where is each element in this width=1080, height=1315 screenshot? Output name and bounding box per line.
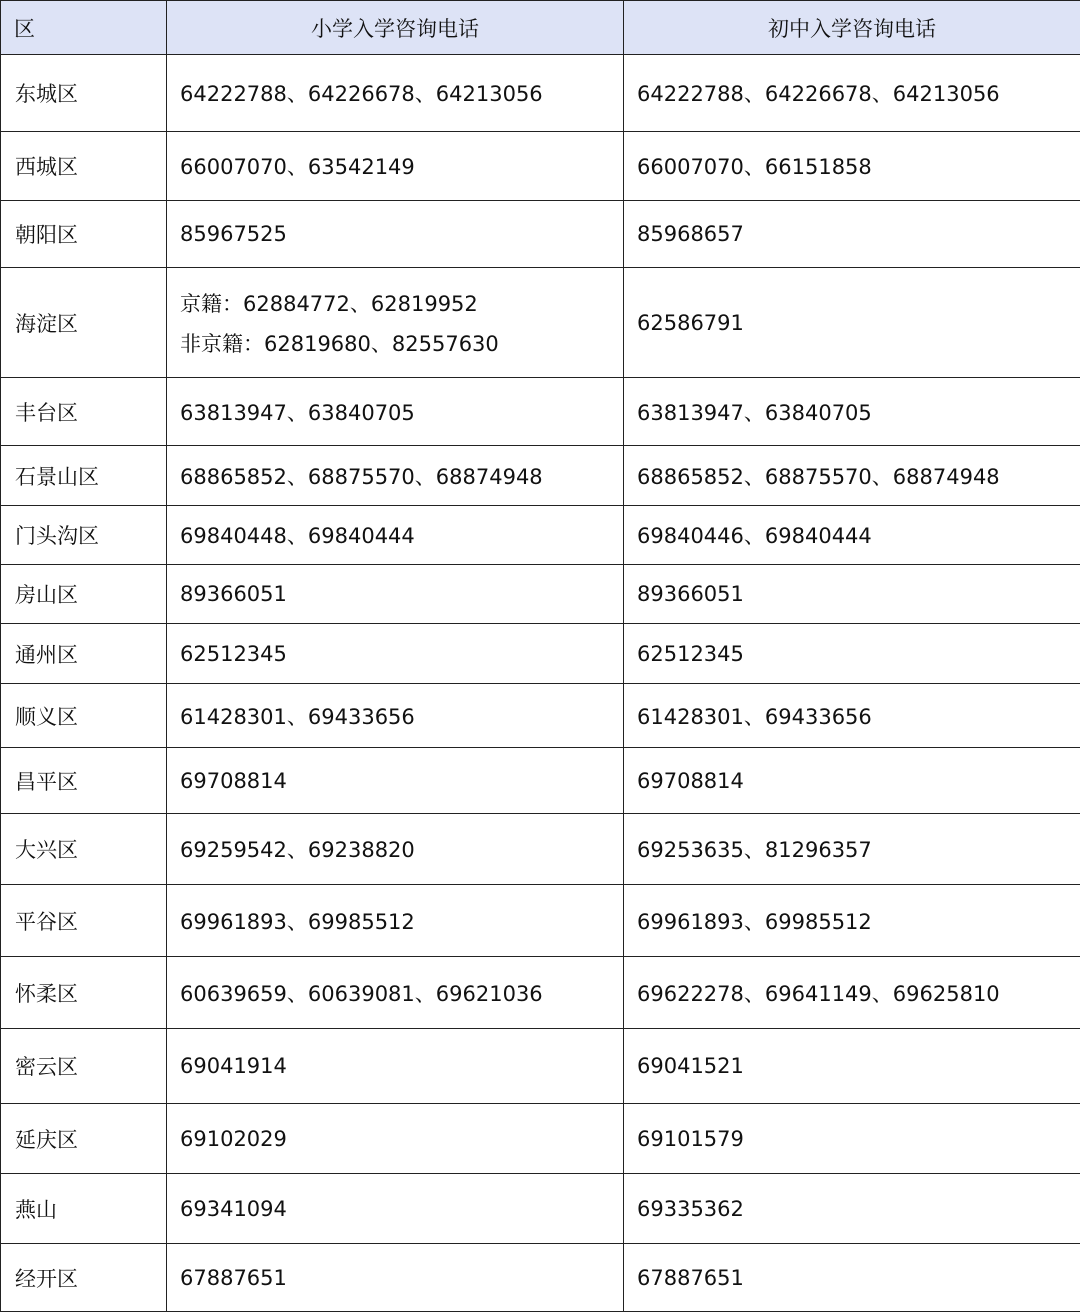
phone-line: 69840448、69840444 <box>180 524 415 548</box>
district-cell: 密云区 <box>1 1029 167 1104</box>
phone-line: 69102029 <box>180 1126 287 1151</box>
table-row <box>1 446 1080 506</box>
middle-phone-cell <box>624 268 1080 378</box>
phone-line: 63813947、63840705 <box>637 400 872 425</box>
middle-phone-cell <box>624 814 1080 885</box>
table-row <box>1 1244 1080 1312</box>
phone-line: 69041521 <box>637 1054 744 1078</box>
table-row <box>1 624 1080 684</box>
phone-line: 62512345 <box>637 641 744 666</box>
primary-phone-cell <box>167 446 624 506</box>
primary-phone-cell <box>167 1244 624 1312</box>
district-cell: 东城区 <box>1 55 167 132</box>
table-row <box>1 378 1080 446</box>
table-row <box>1 885 1080 957</box>
district-cell: 怀柔区 <box>1 957 167 1029</box>
table-row <box>1 957 1080 1029</box>
primary-phone-cell <box>167 201 624 268</box>
phone-line: 85967525 <box>180 222 287 246</box>
district-cell: 海淀区 <box>1 268 167 378</box>
table-row <box>1 1029 1080 1104</box>
header-district: 区 <box>1 1 167 55</box>
phone-line: 61428301、69433656 <box>637 704 872 729</box>
primary-phone-cell <box>167 55 624 132</box>
primary-phone-cell <box>167 624 624 684</box>
middle-phone-cell <box>624 1244 1080 1312</box>
table-row <box>1 684 1080 748</box>
phone-line: 62512345 <box>180 641 287 666</box>
phone-line: 61428301、69433656 <box>180 704 415 729</box>
district-cell: 门头沟区 <box>1 506 167 565</box>
district-cell: 丰台区 <box>1 378 167 446</box>
district-cell: 延庆区 <box>1 1104 167 1174</box>
phone-line: 69259542、69238820 <box>180 838 415 862</box>
phone-line: 69961893、69985512 <box>180 909 415 934</box>
table-row <box>1 55 1080 132</box>
primary-phone-cell <box>167 378 624 446</box>
phone-line: 89366051 <box>637 582 744 606</box>
phone-line: 69840446、69840444 <box>637 524 872 548</box>
district-cell: 平谷区 <box>1 885 167 957</box>
phone-line: 89366051 <box>180 582 287 606</box>
middle-phone-cell <box>624 1174 1080 1244</box>
primary-phone-cell <box>167 748 624 814</box>
phone-line: 66007070、66151858 <box>637 155 872 179</box>
district-cell: 石景山区 <box>1 446 167 506</box>
district-cell: 昌平区 <box>1 748 167 814</box>
primary-phone-cell <box>167 885 624 957</box>
phone-line: 69335362 <box>637 1196 744 1221</box>
phone-line: 67887651 <box>637 1265 744 1290</box>
district-cell: 房山区 <box>1 565 167 624</box>
table-row <box>1 565 1080 624</box>
district-cell: 顺义区 <box>1 684 167 748</box>
middle-phone-cell <box>624 684 1080 748</box>
primary-phone-cell <box>167 132 624 201</box>
middle-phone-cell <box>624 1104 1080 1174</box>
phone-line: 69961893、69985512 <box>637 909 872 934</box>
phone-line: 64222788、64226678、64213056 <box>637 82 1000 106</box>
table-row <box>1 506 1080 565</box>
district-cell: 朝阳区 <box>1 201 167 268</box>
district-cell: 西城区 <box>1 132 167 201</box>
table-row <box>1 1104 1080 1174</box>
table-row <box>1 201 1080 268</box>
phone-line: 69253635、81296357 <box>637 838 872 862</box>
primary-phone-cell <box>167 565 624 624</box>
phone-line: 京籍：62884772、62819952 <box>180 291 478 316</box>
header-row <box>1 1 1080 55</box>
district-cell: 经开区 <box>1 1244 167 1312</box>
phone-line: 67887651 <box>180 1265 287 1290</box>
phone-line: 69622278、69641149、69625810 <box>637 981 1000 1006</box>
phone-line: 66007070、63542149 <box>180 155 415 179</box>
table-row <box>1 268 1080 378</box>
table-body <box>1 55 1080 1312</box>
middle-phone-cell <box>624 748 1080 814</box>
phone-line: 60639659、60639081、69621036 <box>180 981 543 1006</box>
header-middle-phone: 初中入学咨询电话 <box>624 1 1080 55</box>
header-primary-phone: 小学入学咨询电话 <box>167 1 624 55</box>
phone-line: 85968657 <box>637 222 744 246</box>
middle-phone-cell <box>624 885 1080 957</box>
phone-line: 69041914 <box>180 1054 287 1078</box>
primary-phone-cell <box>167 957 624 1029</box>
middle-phone-cell <box>624 624 1080 684</box>
primary-phone-cell <box>167 506 624 565</box>
middle-phone-cell <box>624 55 1080 132</box>
middle-phone-cell <box>624 506 1080 565</box>
district-cell: 通州区 <box>1 624 167 684</box>
district-cell: 大兴区 <box>1 814 167 885</box>
phone-line: 非京籍：62819680、82557630 <box>180 331 499 356</box>
phone-line: 69341094 <box>180 1196 287 1221</box>
phone-line: 62586791 <box>637 310 744 335</box>
primary-phone-cell <box>167 1174 624 1244</box>
middle-phone-cell <box>624 201 1080 268</box>
table-row <box>1 748 1080 814</box>
primary-phone-cell <box>167 814 624 885</box>
primary-phone-cell <box>167 1029 624 1104</box>
table-row <box>1 814 1080 885</box>
middle-phone-cell <box>624 1029 1080 1104</box>
phone-line: 69708814 <box>180 768 287 793</box>
middle-phone-cell <box>624 132 1080 201</box>
phone-line: 63813947、63840705 <box>180 400 415 425</box>
phone-line: 69708814 <box>637 768 744 793</box>
phone-line: 68865852、68875570、68874948 <box>637 464 1000 489</box>
middle-phone-cell <box>624 565 1080 624</box>
primary-phone-cell <box>167 268 624 378</box>
phone-line: 68865852、68875570、68874948 <box>180 464 543 489</box>
table-row <box>1 1174 1080 1244</box>
middle-phone-cell <box>624 378 1080 446</box>
middle-phone-cell <box>624 957 1080 1029</box>
phone-line: 64222788、64226678、64213056 <box>180 82 543 106</box>
table-row <box>1 132 1080 201</box>
district-cell: 燕山 <box>1 1174 167 1244</box>
phone-line: 69101579 <box>637 1126 744 1151</box>
primary-phone-cell <box>167 684 624 748</box>
middle-phone-cell <box>624 446 1080 506</box>
primary-phone-cell <box>167 1104 624 1174</box>
